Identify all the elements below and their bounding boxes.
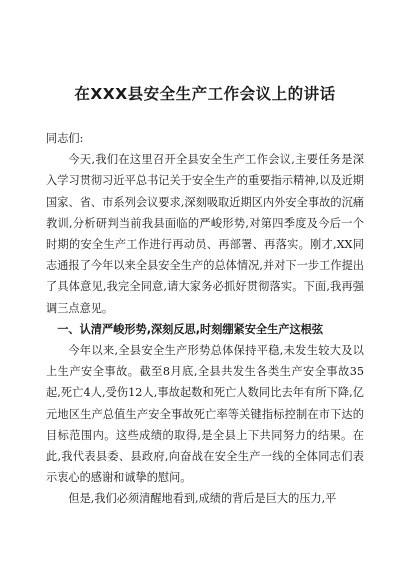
paragraph-however: 但是,我们必须清醒地看到,成绩的背后是巨大的压力,平 — [68, 492, 337, 506]
paragraph-intro: 今天,我们在这里召开全县安全生产工作会议,主要任务是深入学习贯彻习近平总书记关于安全生产的重要指示精神,以及近期国家、省、市系列会议要求,深刻吸取近期区内外安全事故的沉痛教训,分析研判当前我县面临的严峻形势,对第四季度及今后一个时期的安全生产工作进行再动员、再部署、再落实。刚才,XX同志通报了今年以来全县安全生产的总体情况,并对下一步工作提出了具体意见,我完全同意,请大家务必抓好贯彻落实。下面,我再强调三点意见。 — [46, 153, 364, 315]
salutation: 同志们: — [46, 132, 84, 145]
section-heading: 一、认清严峻形势,深刻反思,时刻绷紧安全生产这根弦 — [57, 322, 324, 336]
document-title: 在XXX县安全生产工作会议上的讲话 — [74, 85, 336, 103]
document-body — [46, 128, 364, 510]
paragraph-situation: 今年以来,全县安全生产形势总体保持平稳,未发生较大及以上生产安全事故。截至8月底,全县共发生各类生产安全事故35起,死亡4人,受伤12人,事故起数和死亡人数同比去年有所下降,亿元地区生产总值生产安全事故死亡率等关键指标控制在市下达的目标范围内。这些成绩的取得,是全县上下共同努力的结果。在此,我代表县委、县政府,向奋战在安全生产一线的全体同志们表示衷心的感谢和诚挚的慰问。 — [46, 344, 364, 485]
